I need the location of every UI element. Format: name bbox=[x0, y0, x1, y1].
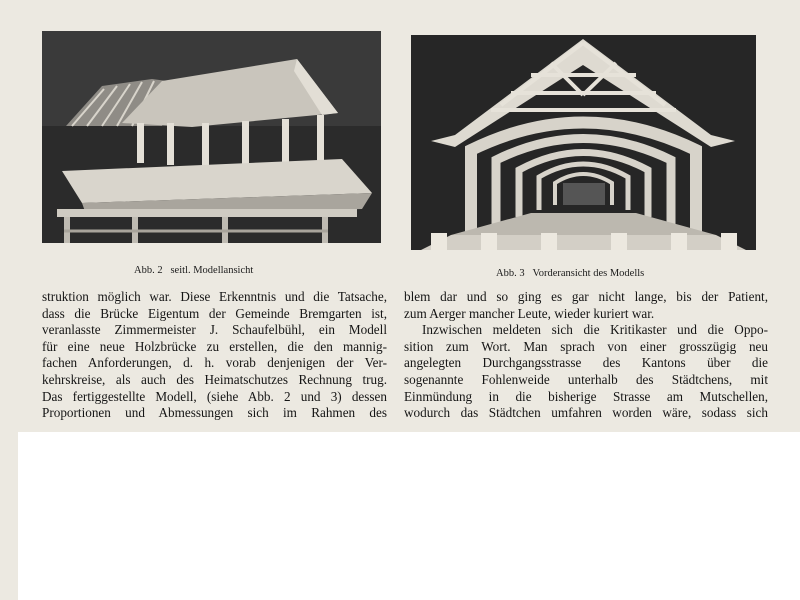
text-line: Das fertiggestellte Modell, (siehe Abb. 2 und 3) dessen bbox=[42, 388, 387, 404]
text-line: dass die Brücke Eigentum der Gemeinde Bremgarten ist, bbox=[42, 305, 387, 321]
text-line: sition zum Wort. Man sprach von einer grosszügig neu bbox=[404, 338, 768, 354]
right-text-column bbox=[404, 289, 768, 422]
text-line: für eine neue Holzbrücke zu erstellen, die den mannig- bbox=[42, 338, 387, 354]
text-line: blem dar und so ging es gar nicht lange, bis der Patient, bbox=[404, 289, 768, 304]
figure-2-caption bbox=[134, 265, 253, 276]
text-line: kehrskreise, als auch des Heimatschutzes Rechnung trug. bbox=[42, 371, 387, 387]
text-line: angelegten Durchgangsstrasse des Kantons über die bbox=[404, 355, 768, 371]
figure-3-photo bbox=[411, 35, 756, 250]
text-line: Proportionen und Abmessungen sich im Rahmen des bbox=[42, 405, 387, 421]
figure-2-caption-text: seitl. Modellansicht bbox=[170, 265, 254, 276]
figure-3-caption bbox=[496, 268, 644, 279]
figure-2-caption-number: Abb. 2 bbox=[134, 265, 163, 276]
bridge-model-side-image bbox=[42, 31, 381, 243]
text-line: zum Aerger mancher Leute, wieder kuriert war. bbox=[404, 305, 655, 321]
figure-3-caption-text: Vorderansicht des Modells bbox=[532, 268, 645, 279]
bridge-model-front-image bbox=[411, 35, 756, 250]
text-line: wodurch das Städtchen umfahren worden wäre, sodass sich bbox=[404, 405, 768, 421]
left-text-column bbox=[42, 289, 387, 422]
text-line: struktion möglich war. Diese Erkenntnis und die Tatsache, bbox=[42, 289, 387, 304]
text-line: sogenannte Fohlenweide unterhalb des Städtchens, mit bbox=[404, 371, 768, 387]
scan-edge-strip bbox=[0, 432, 18, 600]
figure-2-photo bbox=[42, 31, 381, 243]
text-line: fachen Anforderungen, d. h. vorab denjenigen der Ver- bbox=[42, 355, 387, 371]
text-line: Einmündung in die bisherige Strasse am Mutschellen, bbox=[404, 388, 768, 404]
text-line: veranlasste Zimmermeister J. Schaufelbühl, ein Modell bbox=[42, 322, 387, 338]
text-line: Inzwischen meldeten sich die Kritikaster und die Oppo- bbox=[422, 322, 768, 338]
figure-3-caption-number: Abb. 3 bbox=[496, 268, 525, 279]
